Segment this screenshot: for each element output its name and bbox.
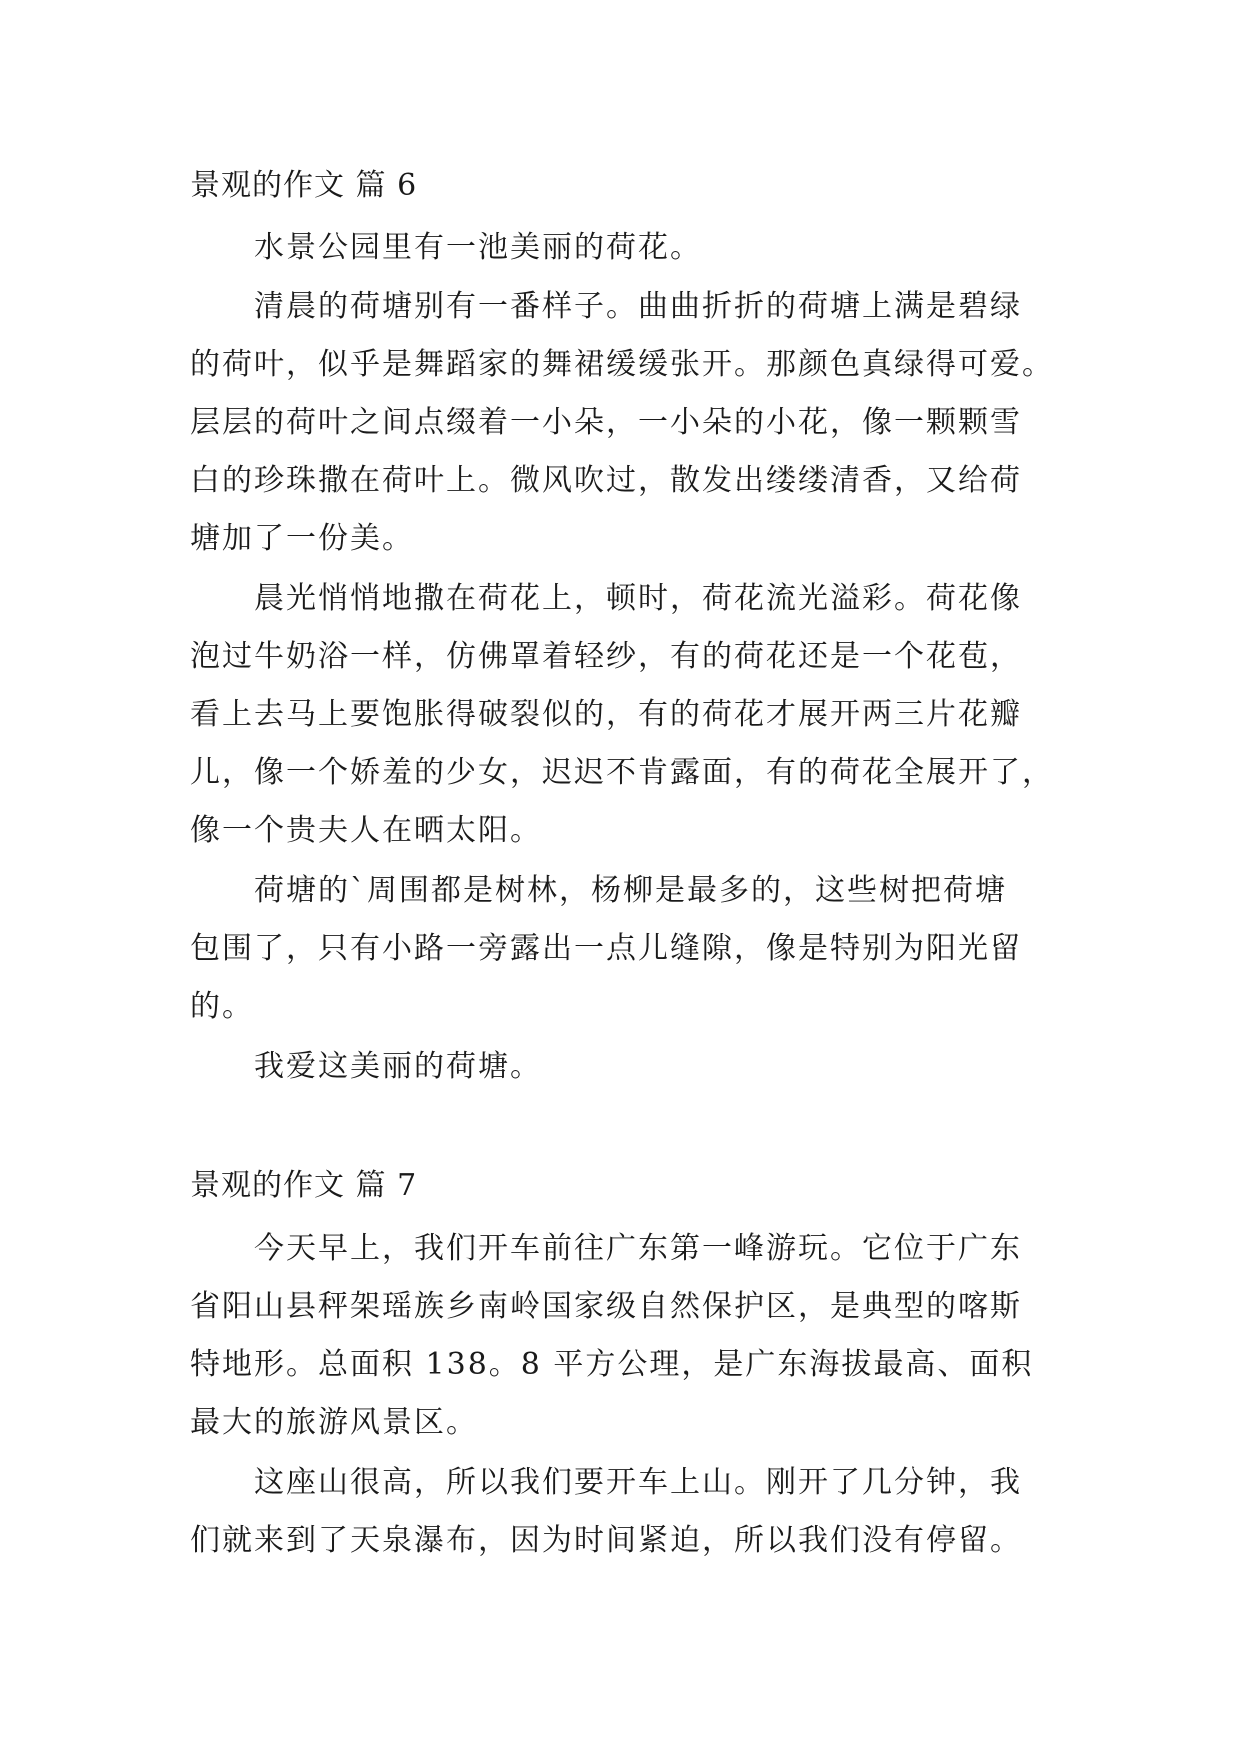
paragraph-line: 儿，像一个娇羞的少女，迟迟不肯露面，有的荷花全展开了， bbox=[190, 755, 1054, 790]
paragraph-line: 包围了，只有小路一旁露出一点儿缝隙，像是特别为阳光留 bbox=[190, 931, 1022, 966]
paragraph-line: 这座山很高，所以我们要开车上山。刚开了几分钟，我 bbox=[254, 1465, 1022, 1500]
paragraph-line: 今天早上，我们开车前往广东第一峰游玩。它位于广东 bbox=[254, 1231, 1022, 1266]
paragraph-line: 泡过牛奶浴一样，仿佛罩着轻纱，有的荷花还是一个花苞， bbox=[190, 639, 1022, 674]
section-heading: 景观的作文 篇 6 bbox=[190, 168, 418, 203]
paragraph-line: 省阳山县秤架瑶族乡南岭国家级自然保护区，是典型的喀斯 bbox=[190, 1289, 1022, 1324]
paragraph-line: 特地形。总面积 138。8 平方公理，是广东海拔最高、面积 bbox=[190, 1347, 1034, 1382]
paragraph-line: 们就来到了天泉瀑布，因为时间紧迫，所以我们没有停留。 bbox=[190, 1523, 1022, 1558]
paragraph-line: 白的珍珠撒在荷叶上。微风吹过，散发出缕缕清香，又给荷 bbox=[190, 463, 1022, 498]
paragraph-line: 的。 bbox=[190, 989, 254, 1024]
paragraph-line: 最大的旅游风景区。 bbox=[190, 1405, 478, 1440]
paragraph-line: 的荷叶，似乎是舞蹈家的舞裙缓缓张开。那颜色真绿得可爱。 bbox=[190, 347, 1054, 382]
paragraph-line: 我爱这美丽的荷塘。 bbox=[254, 1049, 542, 1084]
paragraph-line: 层层的荷叶之间点缀着一小朵，一小朵的小花，像一颗颗雪 bbox=[190, 405, 1022, 440]
section-heading: 景观的作文 篇 7 bbox=[190, 1168, 418, 1203]
paragraph-line: 清晨的荷塘别有一番样子。曲曲折折的荷塘上满是碧绿 bbox=[254, 289, 1022, 324]
paragraph-line: 晨光悄悄地撒在荷花上，顿时，荷花流光溢彩。荷花像 bbox=[254, 581, 1022, 616]
paragraph-line: 水景公园里有一池美丽的荷花。 bbox=[254, 230, 702, 265]
paragraph-line: 像一个贵夫人在晒太阳。 bbox=[190, 813, 542, 848]
paragraph-line: 荷塘的`周围都是树林，杨柳是最多的，这些树把荷塘 bbox=[254, 873, 1007, 908]
paragraph-line: 塘加了一份美。 bbox=[190, 521, 414, 556]
paragraph-line: 看上去马上要饱胀得破裂似的，有的荷花才展开两三片花瓣 bbox=[190, 697, 1022, 732]
